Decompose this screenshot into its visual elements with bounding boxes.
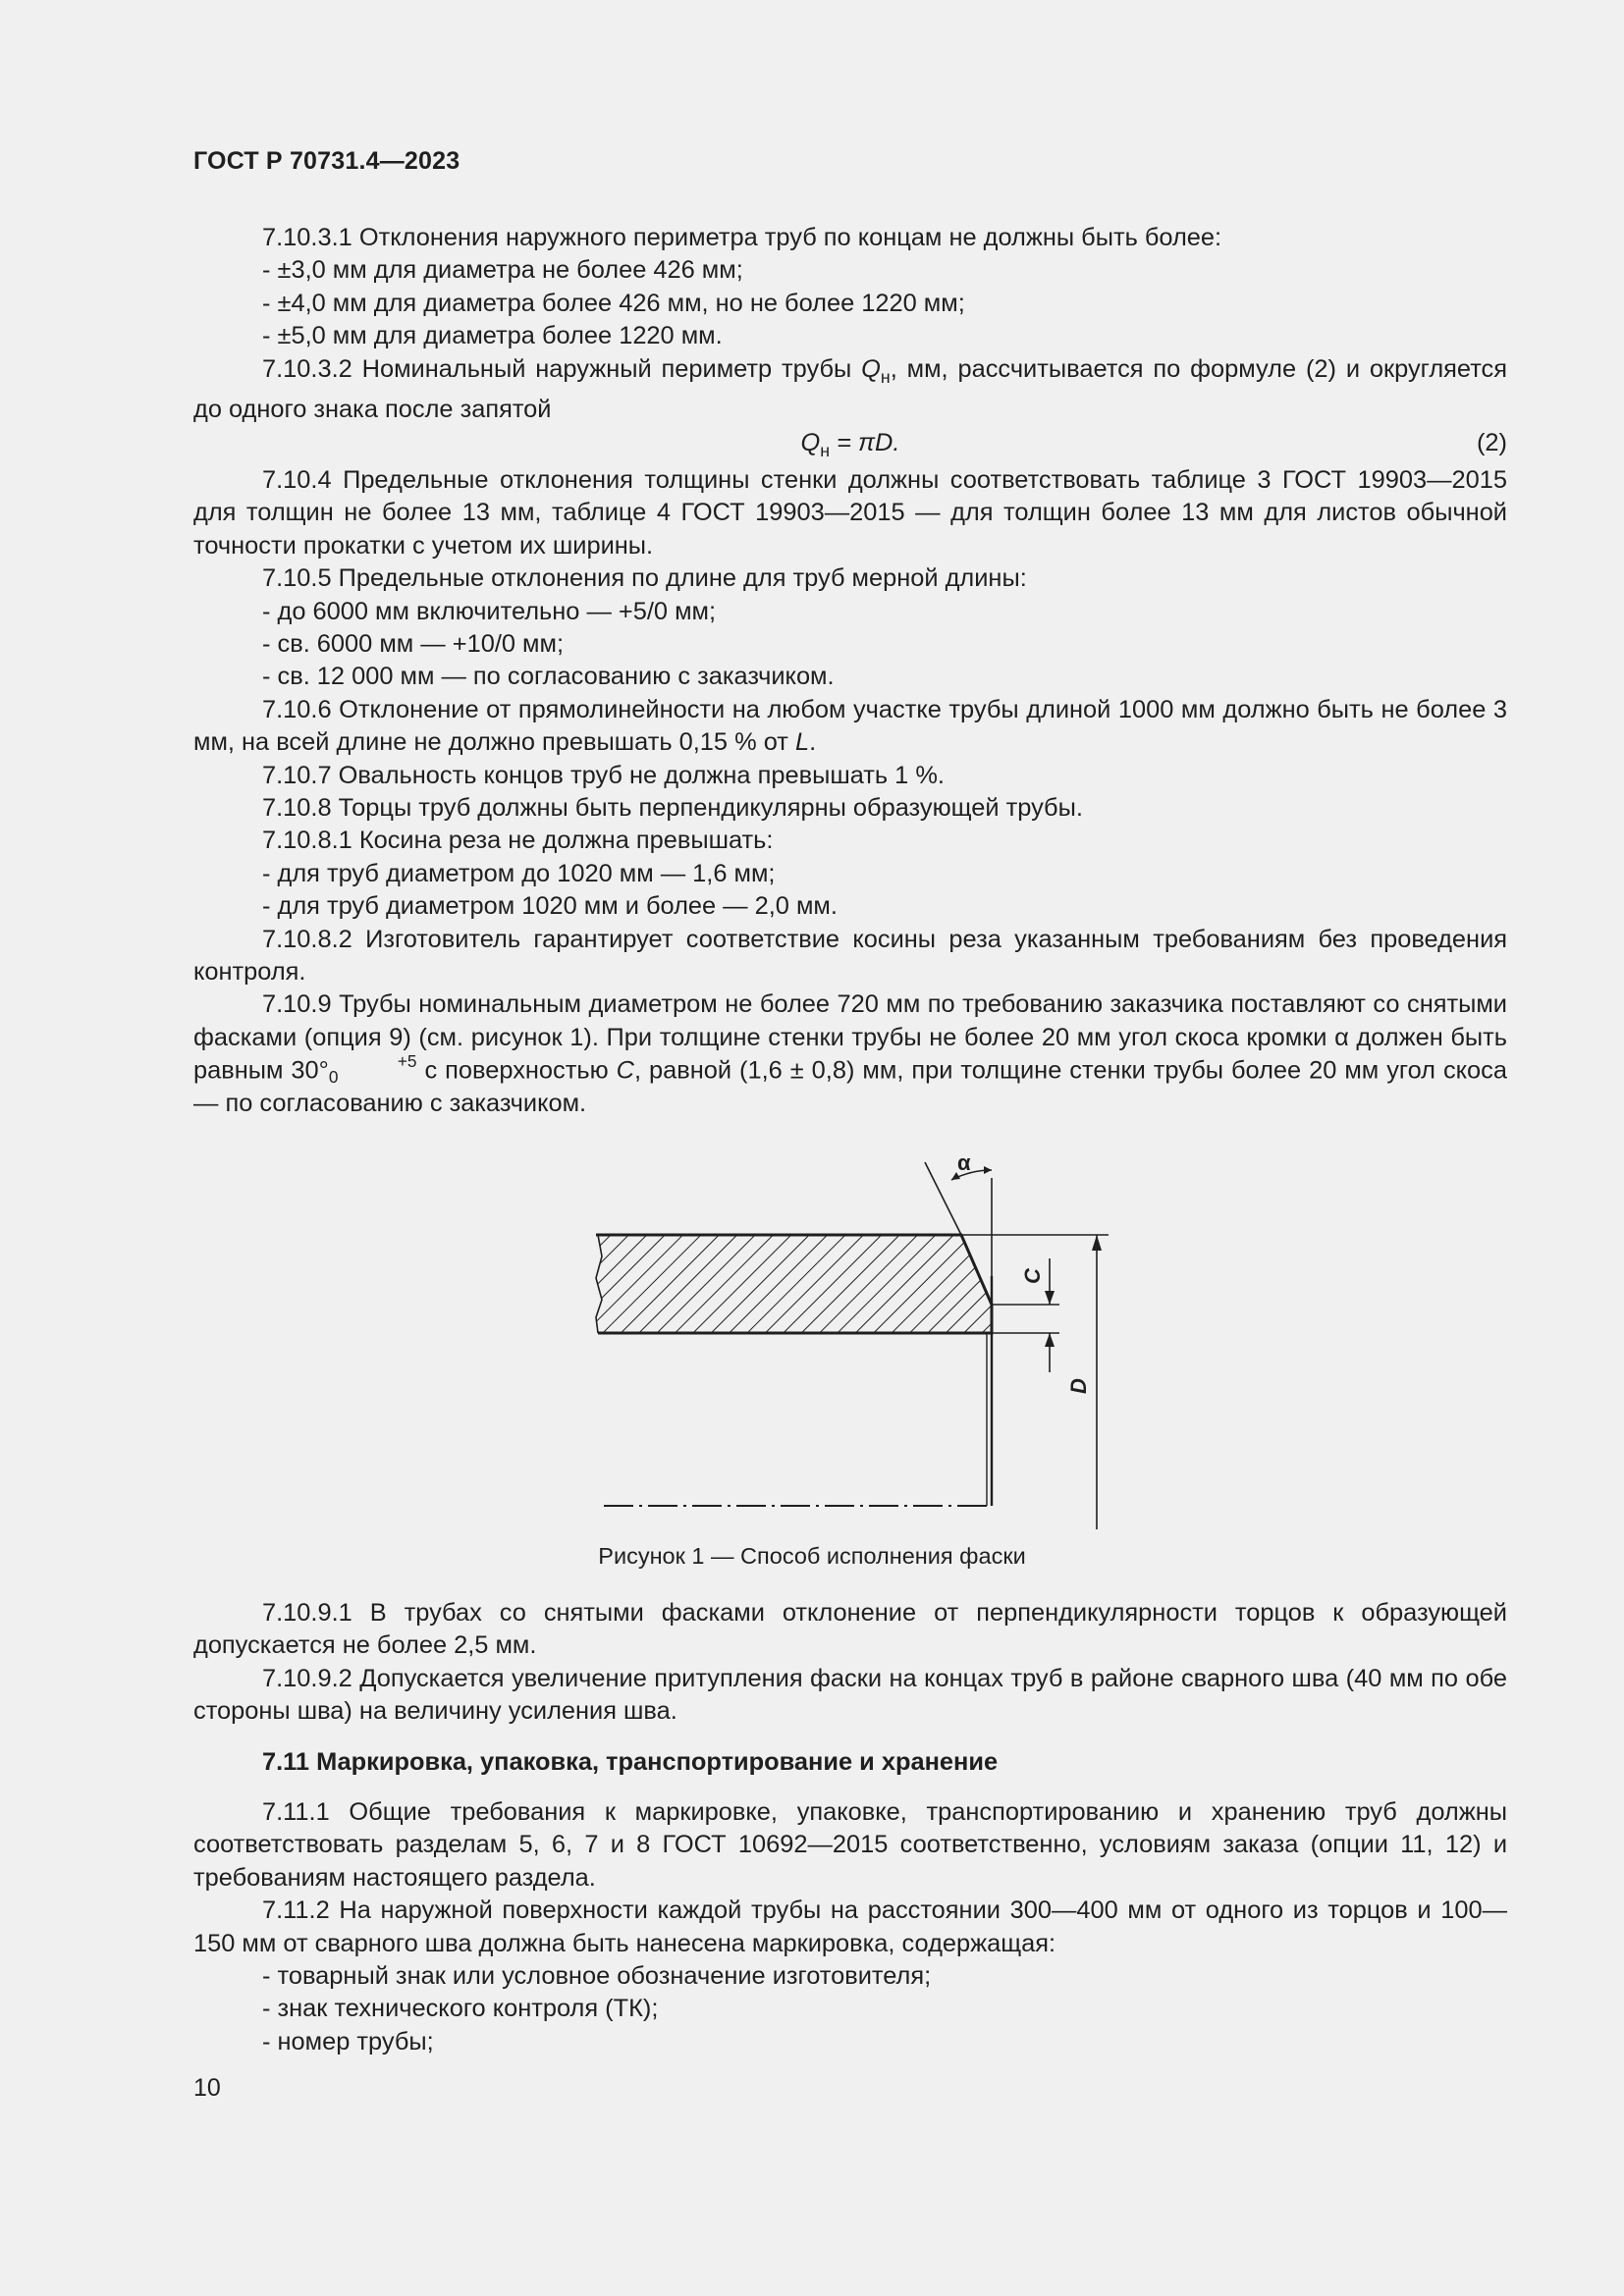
paragraph: 7.10.3.1 Отклонения наружного периметра труб по концам не должны быть более: — [262, 224, 1222, 251]
pipe-wall-section — [596, 1235, 992, 1333]
figure-caption: Рисунок 1 — Способ исполнения фаски — [598, 1543, 1026, 1569]
paragraph: 7.10.8.1 Косина реза не должна превышать: — [262, 827, 774, 855]
paragraph: 7.11.2 На наружной поверхности каждой трубы на расстоянии 300—400 мм от одного из торцов и 100—150 мм от сварного шва должна быть нанесена маркировка, содержащая: — [193, 1896, 1507, 1957]
c-label: C — [1020, 1268, 1045, 1284]
paragraph: 7.10.9 Трубы номинальным диаметром не более 720 мм по требованию заказчика поставляют со снятыми фасками (опция 9) (см. рисунок 1). При толщине стенки трубы не более 20 мм угол скоса кромки α должен быть равным 30° +5 0 с поверхностью C, равной (1,6 ± 0,8) мм, при толщине стенки трубы более 20 мм угол скоса — по согласованию с заказчиком. — [193, 990, 1507, 1118]
formula-number: (2) — [1476, 428, 1507, 456]
list-item: - для труб диаметром до 1020 мм — 1,6 мм; — [262, 859, 776, 887]
list-item: - ±3,0 мм для диаметра не более 426 мм; — [262, 256, 743, 285]
section-heading: 7.11 Маркировка, упаковка, транспортирование и хранение — [262, 1747, 999, 1776]
body-text-lower — [193, 1597, 1507, 2058]
list-item: - номер трубы; — [262, 2027, 434, 2056]
paragraph: 7.10.3.2 Номинальный наружный периметр трубы $Q_н$, мм, рассчитывается по формуле (2) и округляется до одного знака после запятой — [193, 354, 1507, 424]
list-item: - знак технического контроля (ТК); — [262, 1995, 659, 2023]
formula-2: $Q_н = \pi D$. (2) — [800, 428, 1507, 460]
list-item: - ±4,0 мм для диаметра более 426 мм, но не более 1220 мм; — [262, 289, 965, 317]
page-number: 10 — [193, 2074, 221, 2102]
paragraph: 7.10.5 Предельные отклонения по длине для труб мерной длины: — [262, 564, 1027, 593]
list-item: - св. 12 000 мм — по согласованию с заказчиком. — [262, 663, 835, 691]
paragraph: 7.10.8 Торцы труб должны быть перпендикулярны образующей трубы. — [262, 793, 1083, 822]
paragraph: 7.10.8.2 Изготовитель гарантирует соответствие косины реза указанным требованиям без проведения контроля. — [193, 925, 1507, 986]
document-header: ГОСТ Р 70731.4—2023 — [193, 147, 460, 175]
list-item: - до 6000 мм включительно — +5/0 мм; — [262, 597, 717, 625]
list-item: - св. 6000 мм — +10/0 мм; — [262, 629, 565, 658]
list-item: - товарный знак или условное обозначение изготовителя; — [262, 1962, 932, 1991]
paragraph: 7.10.7 Овальность концов труб не должна превышать 1 %. — [262, 761, 945, 789]
alpha-label: α — [957, 1150, 971, 1175]
list-item: - ±5,0 мм для диаметра более 1220 мм. — [262, 322, 723, 350]
paragraph: 7.11.1 Общие требования к маркировке, упаковке, транспортированию и хранению труб должны соответствовать разделам 5, 6, 7 и 8 ГОСТ 10692—2015 соответственно, условиям заказа (опции 11, 12) и требованиям настоящего раздела. — [193, 1798, 1507, 1892]
paragraph: 7.10.6 Отклонение от прямолинейности на любом участке трубы длиной 1000 мм должно быть не более 3 мм, на всей длине не должно превышать 0,15 % от L. — [193, 695, 1507, 757]
paragraph: 7.10.9.2 Допускается увеличение притупления фаски на концах труб в районе сварного шва (40 мм по обе стороны шва) на величину усиления шва. — [193, 1664, 1507, 1726]
paragraph: 7.10.4 Предельные отклонения толщины стенки должны соответствовать таблице 3 ГОСТ 19903—2015 для толщин не более 13 мм, таблице 4 ГОСТ 19903—2015 — для толщин более 13 мм для листов обычной точности прокатки с учетом их ширины. — [193, 465, 1507, 560]
chamfer-figure — [586, 1150, 1136, 1535]
body-text-upper — [193, 222, 1507, 1121]
d-label: D — [1066, 1378, 1091, 1394]
paragraph: 7.10.9.1 В трубах со снятыми фасками отклонение от перпендикулярности торцов к образующей допускается не более 2,5 мм. — [193, 1599, 1507, 1660]
list-item: - для труб диаметром 1020 мм и более — 2,0 мм. — [262, 892, 838, 921]
